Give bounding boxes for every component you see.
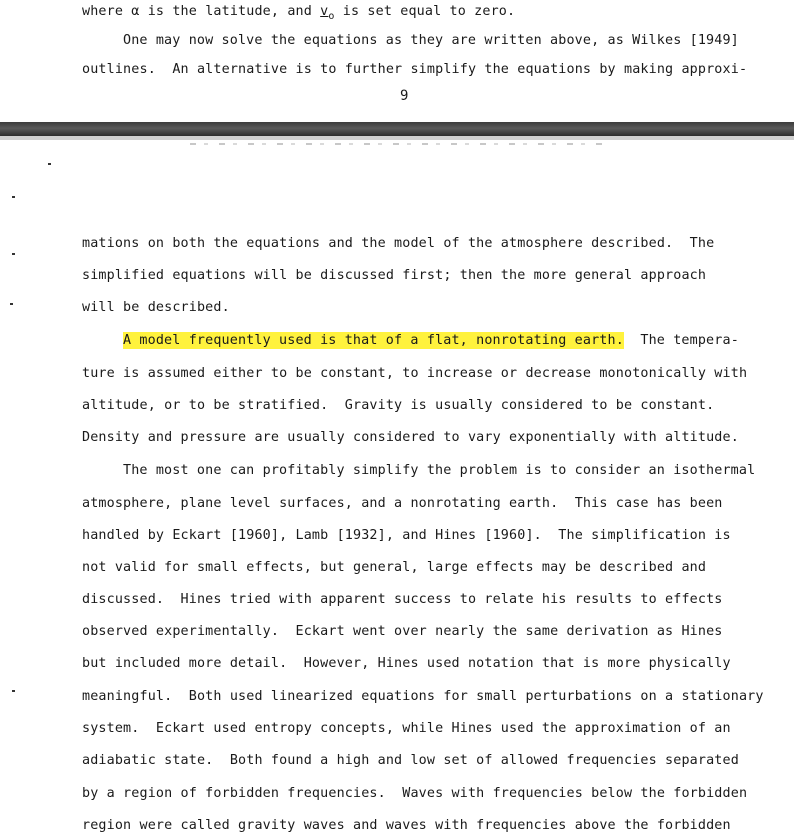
text-line xyxy=(82,3,515,22)
page-divider xyxy=(0,122,794,136)
page-number: 9 xyxy=(400,88,409,104)
text-line: simplified equations will be discussed first; then the more general approach xyxy=(82,268,707,283)
upper-page xyxy=(0,0,794,122)
text-line: One may now solve the equations as they are written above, as Wilkes [1949] xyxy=(123,33,739,48)
text-line: by a region of forbidden frequencies. Waves with frequencies below the forbidden xyxy=(82,786,748,801)
v-symbol: v xyxy=(320,4,329,19)
text-line xyxy=(123,332,739,350)
alpha-symbol: α xyxy=(131,4,140,19)
text-line: mations on both the equations and the model of the atmosphere described. The xyxy=(82,236,715,251)
text-line: altitude, or to be stratified. Gravity is usually considered to be constant. xyxy=(82,398,715,413)
text-segment: is set equal to zero. xyxy=(334,4,516,19)
text-line: region were called gravity waves and waves with frequencies above the forbidden xyxy=(82,818,731,833)
text-line: will be described. xyxy=(82,300,230,315)
text-segment: where xyxy=(82,4,132,19)
text-line: system. Eckart used entropy concepts, while Hines used the approximation of an xyxy=(82,721,731,736)
text-line: discussed. Hines tried with apparent success to relate his results to effects xyxy=(82,592,723,607)
text-line: handled by Eckart [1960], Lamb [1932], and Hines [1960]. The simplification is xyxy=(82,528,731,543)
text-line: meaningful. Both used linearized equations for small perturbations on a stationary xyxy=(82,689,764,704)
highlighted-sentence: A model frequently used is that of a flat, nonrotating earth. xyxy=(123,333,624,348)
text-segment: The tempera- xyxy=(623,333,739,348)
text-line: adiabatic state. Both found a high and low set of allowed frequencies separated xyxy=(82,753,739,768)
text-line: Density and pressure are usually considered to vary exponentially with altitude. xyxy=(82,430,739,445)
lower-page xyxy=(0,140,794,832)
subscript-o: o xyxy=(328,11,335,22)
text-line: observed experimentally. Eckart went over nearly the same derivation as Hines xyxy=(82,624,723,639)
text-line: atmosphere, plane level surfaces, and a nonrotating earth. This case has been xyxy=(82,496,723,511)
text-line: ture is assumed either to be constant, to increase or decrease monotonically with xyxy=(82,366,748,381)
text-line: but included more detail. However, Hines used notation that is more physically xyxy=(82,656,731,671)
text-line: not valid for small effects, but general, large effects may be described and xyxy=(82,560,707,575)
text-line: outlines. An alternative is to further simplify the equations by making approxi- xyxy=(82,62,748,77)
text-line: The most one can profitably simplify the problem is to consider an isothermal xyxy=(123,463,756,478)
text-segment: is the latitude, and xyxy=(139,4,321,19)
